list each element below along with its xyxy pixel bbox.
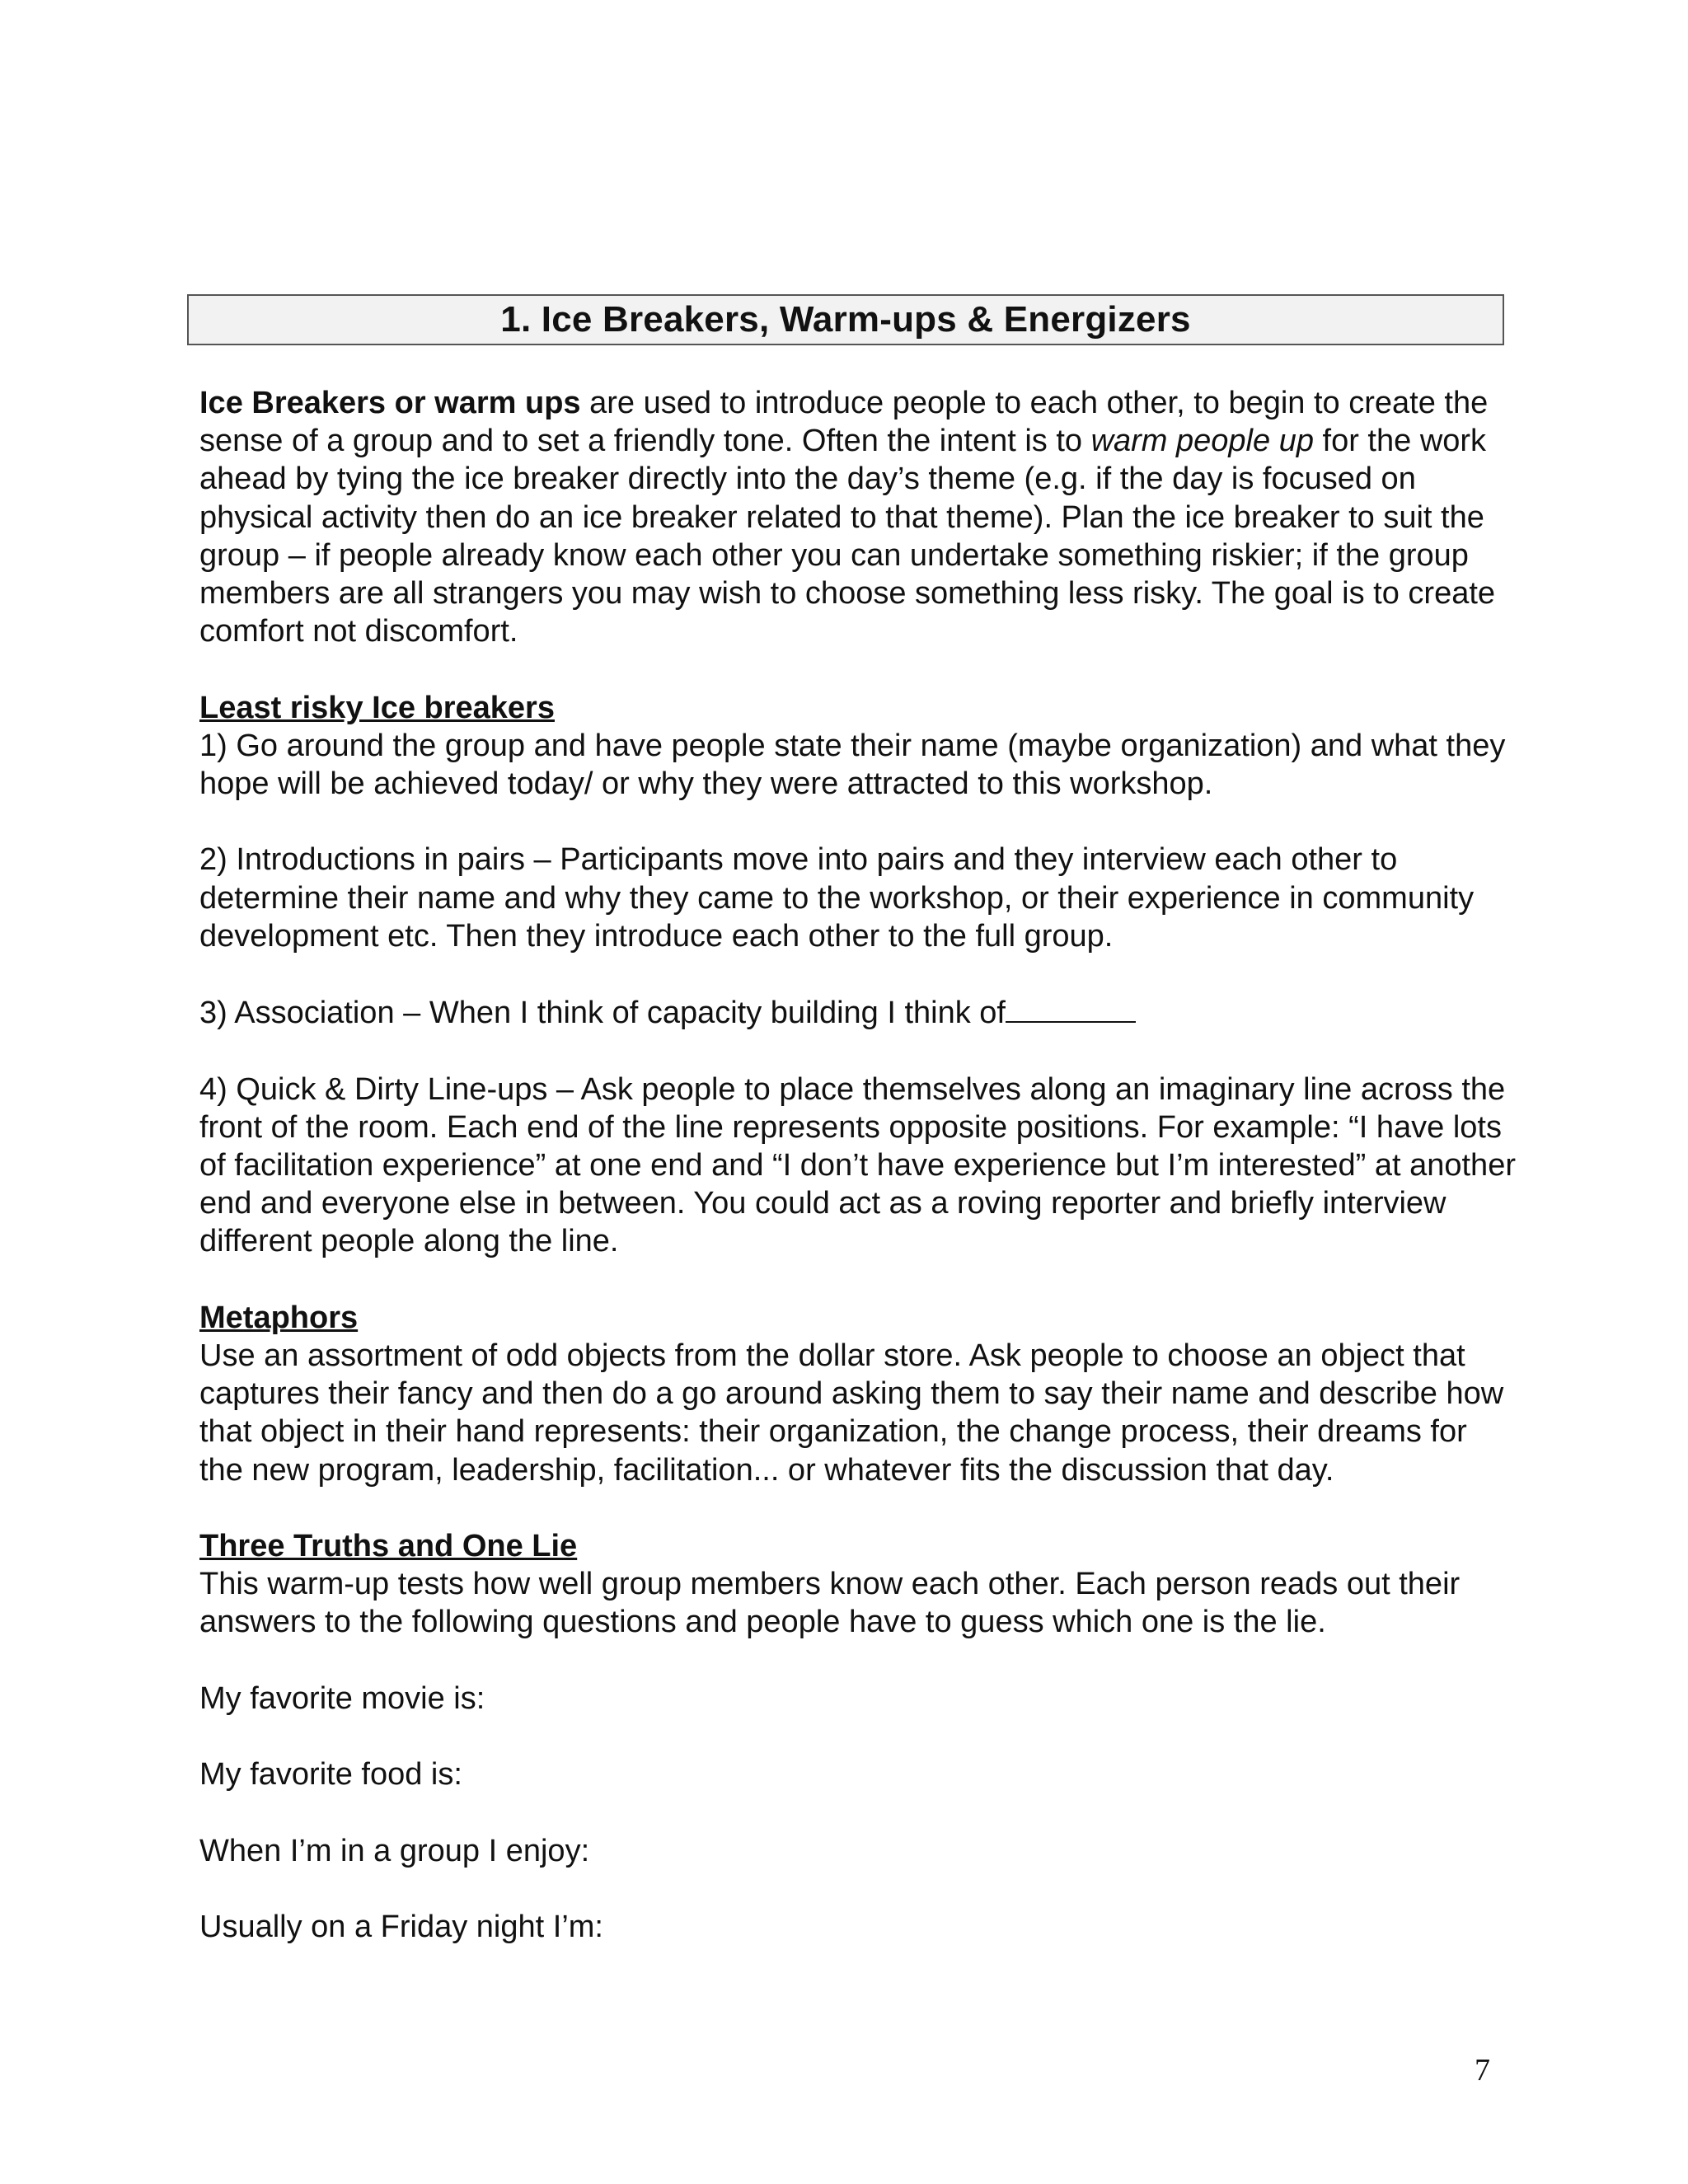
question-group-enjoy: When I’m in a group I enjoy: [199,1833,590,1868]
least-risky-item-1: 1) Go around the group and have people state their name (maybe organization) and what they hope will be achieved today/ or why they were attracted to this workshop. [199,728,1506,802]
three-truths-heading: Three Truths and One Lie [199,1529,578,1563]
section-title-box [187,294,1504,345]
least-risky-section [199,689,1518,804]
question-favorite-movie: My favorite movie is: [199,1680,485,1716]
intro-text-2: for the work ahead by tying the ice breaker directly into the day’s theme (e.g. if the day is focused on physical activity then do an ice breaker related to that theme). Plan the ice breaker to suit the group – if people already know each other you can undertake something riskier; if the group members are all strangers you may wish to choose something less risky. The goal is to create comfort not discomfort. [199,424,1496,649]
question-favorite-food: My favorite food is: [199,1757,462,1793]
least-risky-item-3: 3) Association – When I think of capacity building I think of [199,996,1006,1031]
least-risky-heading: Least risky Ice breakers [199,690,555,725]
intro-italic: warm people up [1090,424,1314,459]
metaphors-heading: Metaphors [199,1300,359,1335]
intro-lead-bold: Ice Breakers or warm ups [199,386,581,420]
three-truths-section [199,1527,1518,1642]
metaphors-text: Use an assortment of odd objects from the dollar store. Ask people to choose an object that captures their fancy and then do a go around asking them to say their name and describe how that object in their hand represents: their organization, the change process, their dreams for the new program, leadership, facilitation... or whatever fits the discussion that day. [199,1338,1504,1488]
intro-paragraph [199,384,1518,650]
intro-text-1: are used to introduce people to each other, to begin to create the sense of a group and to set a friendly tone. Often the intent is to [199,386,1489,459]
section-title: 1. Ice Breakers, Warm-ups & Energizers [500,299,1191,340]
page-number: 7 [1475,2053,1490,2088]
least-risky-item-3-paragraph [199,993,1518,1032]
question-friday-night: Usually on a Friday night I’m: [199,1909,603,1944]
least-risky-item-2: 2) Introductions in pairs – Participants move into pairs and they interview each other to determine their name and why they came to the workshop, or their experience in community development etc. Then they introduce each other to the full group. [199,842,1475,954]
three-truths-text: This warm-up tests how well group members know each other. Each person reads out their answers to the following questions and people have to guess which one is the lie. [199,1567,1461,1640]
page-body [199,384,1518,1984]
least-risky-item-4: 4) Quick & Dirty Line-ups – Ask people to place themselves along an imaginary line across the front of the room. Each end of the line represents opposite positions. For example: “I have lots of facilitation experience” at one end and “I don’t have experience but I’m interested” at another end and everyone else in between. You could act as a roving reporter and briefly interview different people along the line. [199,1071,1516,1259]
fill-in-blank [1006,993,1136,1023]
metaphors-section [199,1299,1518,1489]
